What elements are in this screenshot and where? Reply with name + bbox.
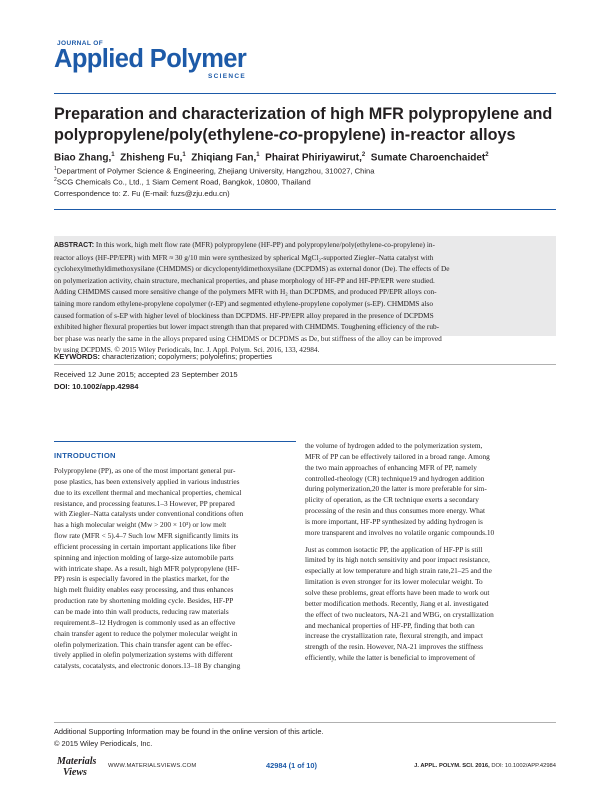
doi: DOI: 10.1002/app.42984 xyxy=(54,382,139,391)
journal-logo-suffix: SCIENCE xyxy=(208,73,246,80)
body-line: pose plastics, has been extensively applied in various industries xyxy=(54,476,240,486)
keywords-label: KEYWORDS: xyxy=(54,352,100,361)
affiliation-text: SCG Chemicals Co., Ltd., 1 Siam Cement Road, Bangkok, 10800, Thailand xyxy=(56,177,311,187)
received-dates: Received 12 June 2015; accepted 23 September 2015 xyxy=(54,370,238,379)
body-line: the effect of two nucleators, NA-21 and WBG, on crystallization xyxy=(305,609,494,619)
body-line: due to its excellent thermal and mechanical properties, chemical xyxy=(54,487,242,497)
abstract-line: on polymerization activity, chain structure, mechanical properties, and phase morphology of HF-PP and HF-PP/EPR were studied. xyxy=(54,275,435,285)
copyright-note: © 2015 Wiley Periodicals, Inc. xyxy=(54,739,153,748)
body-line: with Ziegler–Natta catalysts under conventional conditions often xyxy=(54,509,244,519)
body-line: spinning and injection molding of large-size automobile parts xyxy=(54,552,234,562)
header-rule xyxy=(54,93,556,94)
body-line: olefin polymerization. This chain transfer agent can be effec- xyxy=(54,639,233,649)
body-line: increase the crystallization rate, flexural strength, and impact xyxy=(305,631,484,641)
title-line-2-post: -propylene) in-reactor alloys xyxy=(297,125,516,144)
body-line: chain transfer agent to reduce the polymer molecular weight in xyxy=(54,628,238,638)
abstract-line-text: In this work, high melt flow rate (MFR) polypropylene (HF-PP) and polypropylene/poly(ethylene-co-propylene) in- xyxy=(95,240,435,249)
abstract-line xyxy=(54,239,556,252)
body-column-right xyxy=(305,441,547,664)
body-line: with intricate shape. As a result, high MFR polypropylene (HF- xyxy=(54,563,240,573)
abstract-line: cyclohexylmethyldimethoxysilane (CHMDMS) or dicyclopentyldimethoxysilane (DCPDMS) as external donor (De). The effects of De xyxy=(54,264,450,274)
author-name: Sumate Charoenchaidet xyxy=(370,152,486,164)
body-line: controlled-rheology (CR) technique19 and hydrogen addition xyxy=(305,473,485,483)
body-column-left xyxy=(54,466,296,672)
affiliation-1 xyxy=(54,166,375,176)
title-line-2 xyxy=(54,125,534,146)
author-affil-mark: 1 xyxy=(256,152,260,158)
body-line: resistance, and processing features.1–3 However, PP prepared xyxy=(54,498,235,508)
footer-page-number: 42984 (1 of 10) xyxy=(266,761,317,770)
body-line: and mechanical properties of HF-PP, finding that both can xyxy=(305,620,475,630)
body-line: efficiently, while the latter is beneficial to improvement of xyxy=(305,653,476,663)
body-line: the volume of hydrogen added to the polymerization system, xyxy=(305,441,483,450)
author-name: Biao Zhang, xyxy=(54,152,112,164)
body-line: Polypropylene (PP), as one of the most important general pur- xyxy=(54,466,236,475)
body-line: flow rate (MFR < 5).4–7 Such low MFR significantly limits its xyxy=(54,531,239,541)
footer-website: WWW.MATERIALSVIEWS.COM xyxy=(108,763,197,769)
author-affil-mark: 2 xyxy=(485,152,489,158)
abstract-line: caused formation of s-EP with higher level of blockiness than DCPDMS. HF-PP/EPR alloy prepared in the presence of DCPDMS xyxy=(54,310,434,320)
author-affil-mark: 1 xyxy=(111,152,115,158)
journal-logo-name: Applied Polymer xyxy=(54,45,247,73)
body-line: catalysts, cocatalysts, and electronic donors.13–18 By changing xyxy=(54,661,241,671)
abstract xyxy=(54,239,556,356)
abstract-line: ber phase was nearly the same in the alloys prepared using CHMDMS or DCPDMS as De, but stiffness of the alloy can be improved xyxy=(54,333,442,343)
logo-text-views: Views xyxy=(63,767,87,778)
author-list xyxy=(54,152,489,163)
title-line-2-pre: polypropylene/poly(ethylene- xyxy=(54,125,279,144)
section-rule xyxy=(54,441,296,442)
keywords xyxy=(54,352,272,361)
body-line: more transparent and involves no volatile organic compounds.10 xyxy=(305,527,495,537)
body-line: strength of the resin. However, NA-21 improves the stiffness xyxy=(305,642,483,652)
body-line: production rate by shortening molding cycle. Besides, HF-PP xyxy=(54,596,234,606)
author-name: Zhiqiang Fan, xyxy=(191,152,257,164)
abstract-line: by using DCPDMS. © 2015 Wiley Periodicals, Inc. J. Appl. Polym. Sci. 2016, 133, 42984. xyxy=(54,345,320,355)
body-line: plicity of operation, as the CR technique exerts a secondary xyxy=(305,495,479,505)
journal-logo xyxy=(54,40,254,84)
body-line: high melt fluidity enables easy processing, and thus enhances xyxy=(54,585,234,595)
author-affil-mark: 1 xyxy=(182,152,186,158)
correspondence: Correspondence to: Z. Fu (E-mail: fuzs@zju.edu.cn) xyxy=(54,189,230,198)
title-line-2-italic: co xyxy=(278,125,298,144)
body-line: limited by its high notch sensitivity and poor impact resistance, xyxy=(305,555,490,565)
title-line-1: Preparation and characterization of high MFR polypropylene and xyxy=(54,105,553,123)
keywords-text: characterization; copolymers; polyolefins; properties xyxy=(102,352,273,361)
abstract-label: ABSTRACT: xyxy=(54,242,95,249)
footer-journal-bold: J. APPL. POLYM. SCI. 2016, xyxy=(414,763,490,769)
supporting-info-note: Additional Supporting Information may be found in the online version of this article. xyxy=(54,727,324,736)
materials-views-logo xyxy=(54,752,97,780)
author-name: Phairat Phiriyawirut, xyxy=(265,152,362,164)
affiliation-text: Department of Polymer Science & Engineering, Zhejiang University, Hangzhou, 310027, China xyxy=(56,166,375,176)
body-line: efficient processing in certain important applications like fiber xyxy=(54,541,237,551)
affiliation-rule xyxy=(54,209,556,210)
journal-logo-prefix: JOURNAL OF xyxy=(57,40,104,47)
abstract-line: taining more random ethylene-propylene copolymer (r-EP) and segmented ethylene-propylene copolymer (s-EP). CHMDMS also xyxy=(54,298,433,308)
logo-text-materials: Materials xyxy=(57,756,97,767)
body-line: MFR of PP can be effectively tailored in a broad range. Among xyxy=(305,451,490,461)
body-line: better modification methods. Recently, Jiang et al. investigated xyxy=(305,598,489,608)
body-line: is more important, HF-PP synthesized by adding hydrogen is xyxy=(305,516,483,526)
section-heading-introduction: INTRODUCTION xyxy=(54,451,116,460)
article-title xyxy=(54,104,553,145)
keywords-rule xyxy=(54,364,556,365)
body-line: can be made into thin wall products, reducing raw materials xyxy=(54,606,229,616)
abstract-line: Adding CHMDMS caused more sensitive change of the polymers MFR with H₂ than DCPDMS, and produced PP/EPR alloys con- xyxy=(54,287,437,297)
footer-journal-doi: DOI: 10.1002/APP.42984 xyxy=(489,763,556,769)
body-line: especially at low temperature and high strain rate,21–25 and the xyxy=(305,566,492,576)
body-line: processing of the resin and thus consumes more energy. What xyxy=(305,506,486,516)
author-affil-mark: 2 xyxy=(361,152,366,158)
body-line: during polymerization,20 the latter is more preferable for sim- xyxy=(305,484,487,494)
author-name: Zhisheng Fu, xyxy=(120,152,183,164)
body-line: tively applied in olefin polymerization systems with different xyxy=(54,650,233,660)
body-line: limitation is even stronger for its lower molecular weight. To xyxy=(305,577,483,587)
footer-journal-citation xyxy=(414,763,556,769)
affiliation-mark: 1 xyxy=(54,166,57,172)
abstract-line: reactor alloys (HF-PP/EPR) with MFR ≈ 30 g/10 min were synthesized by spherical MgCl₂-supported Ziegler–Natta catalyst with xyxy=(54,252,434,262)
body-line: Just as common isotactic PP, the application of HF-PP is still xyxy=(305,544,483,554)
body-line: the two main approaches of enhancing MFR of PP, namely xyxy=(305,462,477,472)
affiliation-2 xyxy=(54,177,311,187)
footnote-rule xyxy=(54,722,556,723)
body-line: requirement.8–12 Hydrogen is commonly used as an effective xyxy=(54,617,236,627)
body-line: PP) resin is especially favored in the plastics market, for the xyxy=(54,574,230,584)
affiliation-mark: 2 xyxy=(54,177,57,183)
abstract-line: exhibited higher flexural properties but lower impact strength than that prepared with CHMDMS. Toughening efficiency of the rub- xyxy=(54,322,440,332)
body-line: solve these problems, great efforts have been made to work out xyxy=(305,587,490,597)
body-line: has a high molecular weight (Mw > 200 × 10³) or low melt xyxy=(54,520,227,530)
